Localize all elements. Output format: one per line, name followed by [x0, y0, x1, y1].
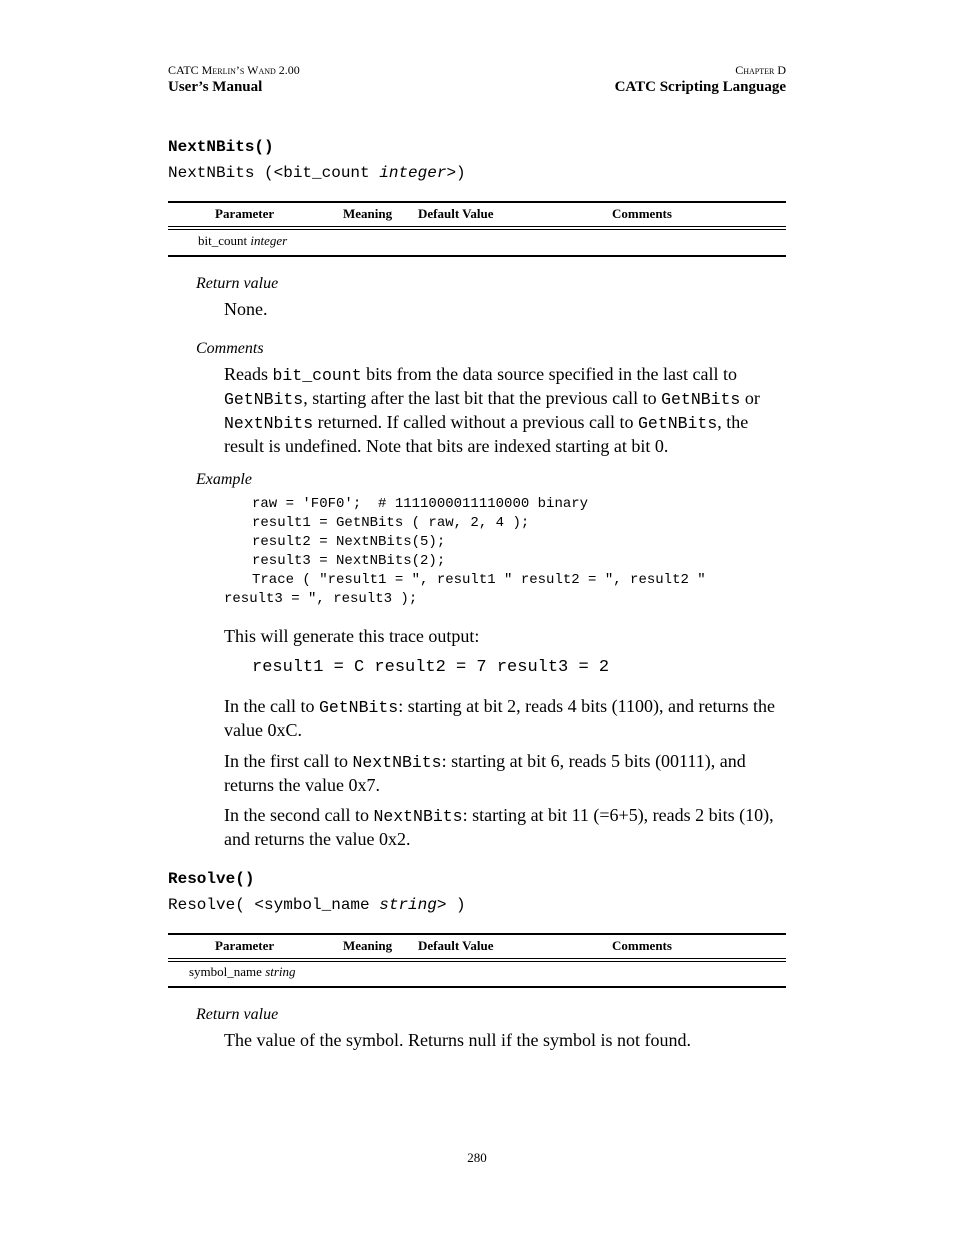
function-signature-nextnbits: [168, 164, 466, 182]
text-run: returned. If called without a previous call to: [313, 412, 639, 432]
text-run: In the first call to: [224, 751, 353, 771]
table-header-parameter: Parameter: [215, 206, 275, 221]
code-line: result2 = NextNBits(5);: [252, 534, 446, 550]
signature-prefix: Resolve( <symbol_name: [168, 896, 380, 914]
header-section: CATC Scripting Language: [614, 79, 786, 95]
table-header-rule-2: [168, 229, 786, 230]
trace-output: result1 = C result2 = 7 result3 = 2: [252, 658, 610, 677]
code-run: GetNBits: [661, 390, 741, 409]
return-value-text-resolve: The value of the symbol. Returns null if the symbol is not found.: [224, 1030, 691, 1050]
text-run: In the second call to: [224, 805, 374, 825]
code-run: NextNBits: [373, 807, 463, 826]
text-run: or: [740, 388, 760, 408]
function-signature-resolve: [168, 896, 466, 914]
header-product: CATC Merlin’s Wand 2.00: [168, 63, 300, 77]
param-name: bit_count: [198, 233, 248, 248]
code-line-wrap: result3 = ", result3 );: [224, 591, 418, 607]
table-header-default: Default Value: [418, 206, 494, 221]
trace-intro: This will generate this trace output:: [224, 626, 480, 646]
table-bottom-rule: [168, 986, 786, 988]
comments-label: Comments: [196, 340, 264, 357]
table-cell-parameter: [189, 964, 296, 979]
table-header-comments: Comments: [612, 938, 672, 953]
page-number: 280: [467, 1150, 487, 1165]
code-line: result3 = NextNBits(2);: [252, 553, 446, 569]
function-title-nextnbits: NextNBits(): [168, 138, 274, 156]
table-header-meaning: Meaning: [343, 206, 393, 221]
explanation-nextnbits-first: [224, 750, 784, 796]
code-run: GetNBits: [224, 390, 304, 409]
param-type: integer: [250, 233, 288, 248]
text-run: Reads: [224, 364, 273, 384]
text-run: : starting at bit 6, reads 5 bits (00111), and returns the value 0x7.: [224, 751, 746, 795]
table-bottom-rule: [168, 255, 786, 257]
return-value-label: Return value: [196, 275, 279, 292]
code-line: Trace ( "result1 = ", result1 " result2 = ", result2 ": [252, 572, 706, 588]
signature-type: integer: [379, 164, 447, 182]
text-run: : starting at bit 11 (=6+5), reads 2 bits (10), and returns the value 0x2.: [224, 805, 774, 849]
table-header-rule-2: [168, 961, 786, 962]
code-run: GetNBits: [318, 698, 399, 717]
code-run: bit_count: [272, 366, 362, 385]
param-type: string: [265, 964, 296, 979]
table-cell-parameter: [198, 233, 287, 248]
code-run: GetNBits: [638, 414, 718, 433]
table-header-meaning: Meaning: [343, 938, 393, 953]
code-run: NextNBits: [352, 753, 442, 772]
table-header-comments: Comments: [612, 206, 672, 221]
function-title-resolve: Resolve(): [168, 870, 255, 888]
header-chapter: Chapter D: [735, 63, 786, 77]
table-header-parameter: Parameter: [215, 938, 275, 953]
param-name: symbol_name: [189, 964, 262, 979]
return-value-label-resolve: Return value: [196, 1006, 279, 1023]
header-manual: User’s Manual: [168, 79, 263, 95]
signature-suffix: >): [446, 164, 466, 182]
table-header-default: Default Value: [418, 938, 494, 953]
explanation-getnbits: [224, 695, 784, 741]
table-top-rule: [168, 201, 786, 203]
text-run: : starting at bit 2, reads 4 bits (1100), and returns the value 0xC.: [224, 696, 775, 740]
code-line: raw = 'F0F0'; # 1111000011110000 binary: [252, 496, 589, 512]
text-run: , starting after the last bit that the previous call to: [303, 388, 662, 408]
table-header-rule: [168, 226, 786, 227]
code-line: result1 = GetNBits ( raw, 2, 4 );: [252, 515, 530, 531]
table-top-rule: [168, 933, 786, 935]
text-run: , the result is undefined. Note that bits are indexed starting at bit 0.: [224, 412, 749, 456]
signature-prefix: NextNBits (<bit_count: [168, 164, 380, 182]
text-run: In the call to: [224, 696, 319, 716]
comments-text: [224, 363, 784, 457]
table-header-rule: [168, 958, 786, 959]
example-label: Example: [196, 471, 252, 488]
signature-type: string: [379, 896, 437, 914]
code-run: NextNbits: [224, 414, 314, 433]
explanation-nextnbits-second: [224, 804, 784, 850]
signature-suffix: > ): [436, 896, 466, 914]
text-run: bits from the data source specified in the last call to: [361, 364, 738, 384]
return-value-text: None.: [224, 299, 268, 319]
